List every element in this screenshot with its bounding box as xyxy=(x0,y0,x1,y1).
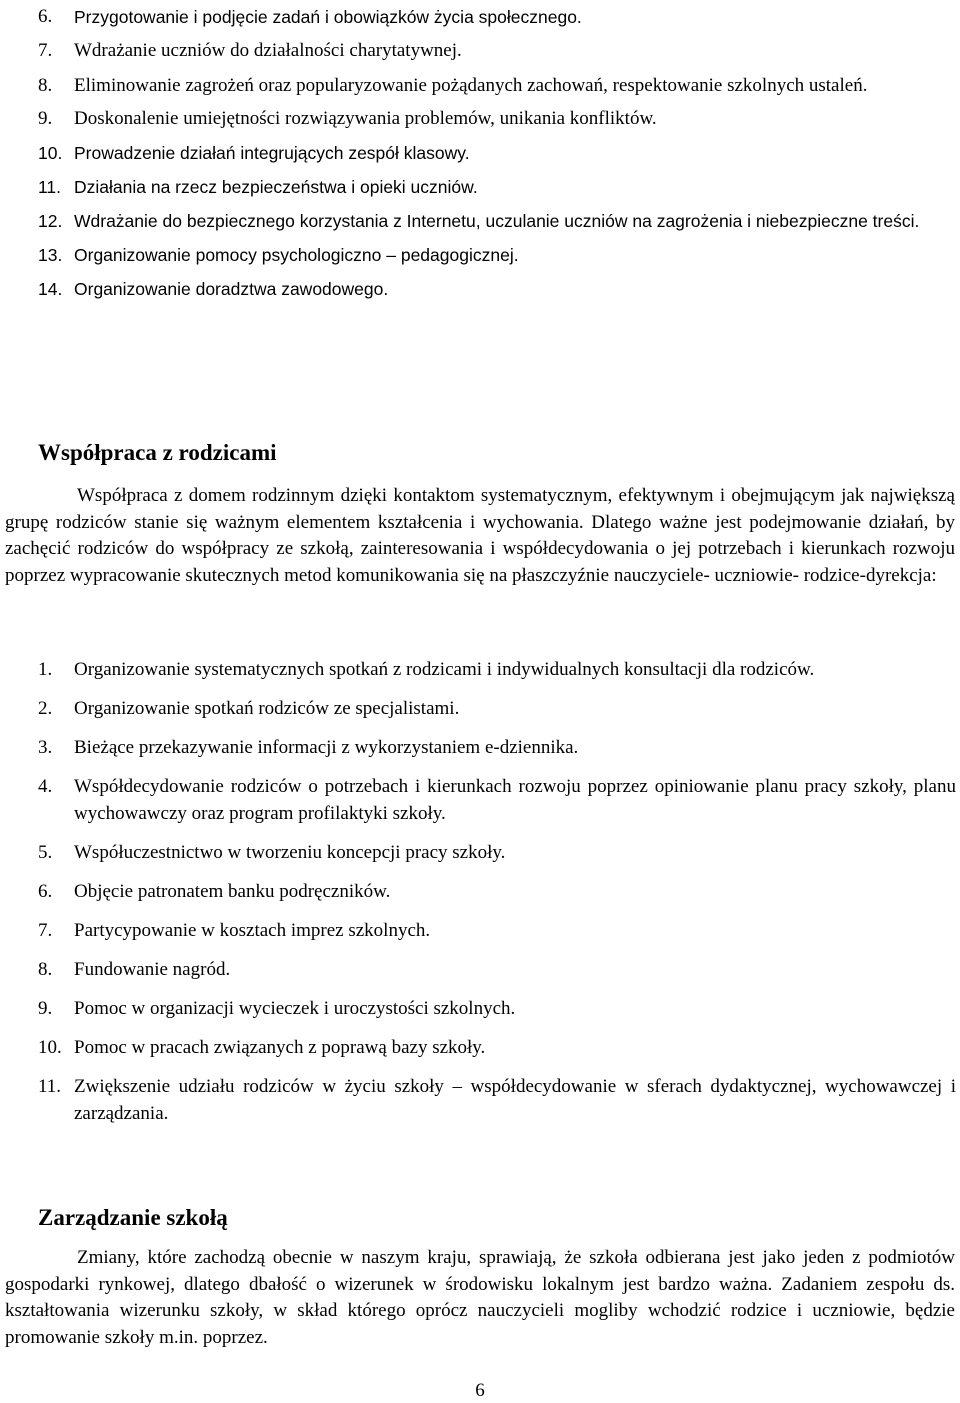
list-item-number: 2. xyxy=(38,698,53,719)
list-item xyxy=(38,1073,956,1127)
list-item xyxy=(38,170,956,204)
list-item-text: Organizowanie systematycznych spotkań z rodzicami i indywidualnych konsultacji dla rodziców. xyxy=(74,659,815,680)
list-item-number: 10. xyxy=(38,143,63,163)
list-item xyxy=(38,34,956,68)
list-item xyxy=(38,238,956,272)
list-item-text: Wdrażanie do bezpiecznego korzystania z Internetu, uczulanie uczniów na zagrożenia i niebezpieczne treści. xyxy=(74,211,920,231)
list-item-number: 4. xyxy=(38,776,53,797)
list-item xyxy=(38,1034,956,1061)
list-item-number: 9. xyxy=(38,998,53,1019)
list-item-text: Objęcie patronatem banku podręczników. xyxy=(74,881,391,902)
parents-paragraph: Współpraca z domem rodzinnym dzięki kontaktom systematycznym, efektywnym i obejmującym jak największą grupę rodziców stanie się ważnym elementem kształcenia i wychowania. Dlatego ważne jest podejmowanie działań, by zachęcić rodziców do współpracy ze szkołą, zainteresowania i współdecydowania o jej potrzebach i kierunkach rozwoju poprzez wypracowanie skutecznych metod komunikowania się na płaszczyźnie nauczyciele- uczniowie- rodzice-dyrekcja: xyxy=(5,485,955,586)
list-item xyxy=(38,734,956,761)
list-item xyxy=(38,695,956,722)
list-item-number: 11. xyxy=(38,177,62,197)
list-item-number: 14. xyxy=(38,279,63,299)
list-item xyxy=(38,917,956,944)
list-item-number: 8. xyxy=(38,75,53,96)
list-item-number: 6. xyxy=(38,6,53,27)
list-item-number: 1. xyxy=(38,659,53,680)
list-item-number: 5. xyxy=(38,842,53,863)
list-item xyxy=(38,0,956,34)
list-item-number: 3. xyxy=(38,737,53,758)
list-item-text: Partycypowanie w kosztach imprez szkolnych. xyxy=(74,920,431,941)
list-item xyxy=(38,272,956,306)
list-item-text: Organizowanie doradztwa zawodowego. xyxy=(74,279,389,299)
parents-list xyxy=(38,656,956,1139)
list-item-number: 12. xyxy=(38,211,63,231)
list-item-number: 10. xyxy=(38,1037,62,1058)
management-paragraph: Zmiany, które zachodzą obecnie w naszym kraju, sprawiają, że szkoła odbierana jest jako jeden z podmiotów gospodarki rynkowej, dlatego dbałość o wizerunek w środowisku lokalnym jest bardzo ważna. Zadaniem zespołu ds. kształtowania wizerunku szkoły, w skład którego oprócz nauczycieli mogliby wchodzić rodzice i uczniowie, będzie promowanie szkoły m.in. poprzez. xyxy=(5,1247,955,1348)
list-item xyxy=(38,68,956,102)
list-item-text: Zwiększenie udziału rodziców w życiu szkoły – współdecydowanie w sferach dydaktycznej, wychowawczej i zarządzania. xyxy=(74,1076,956,1124)
list-item-text: Pomoc w pracach związanych z poprawą bazy szkoły. xyxy=(74,1037,486,1058)
list-item-text: Eliminowanie zagrożeń oraz popularyzowanie pożądanych zachowań, respektowanie szkolnych ustaleń. xyxy=(74,75,868,96)
section-heading-parents: Współpraca z rodzicami xyxy=(38,440,277,465)
list-item-text: Działania na rzecz bezpieczeństwa i opieki uczniów. xyxy=(74,177,478,197)
list-item-text: Współdecydowanie rodziców o potrzebach i kierunkach rozwoju poprzez opiniowanie planu pracy szkoły, planu wychowawczy oraz program profilaktyki szkoły. xyxy=(74,776,956,824)
page-number: 6 xyxy=(475,1380,485,1401)
list-item-number: 8. xyxy=(38,959,53,980)
list-item-text: Organizowanie pomocy psychologiczno – pedagogicznej. xyxy=(74,245,519,265)
list-item xyxy=(38,204,956,238)
list-item-number: 11. xyxy=(38,1076,62,1097)
list-item xyxy=(38,839,956,866)
list-item-number: 7. xyxy=(38,40,53,61)
list-item-text: Doskonalenie umiejętności rozwiązywania problemów, unikania konfliktów. xyxy=(74,108,657,129)
list-item-text: Pomoc w organizacji wycieczek i uroczystości szkolnych. xyxy=(74,998,516,1019)
list-item xyxy=(38,136,956,170)
list-item-number: 6. xyxy=(38,881,53,902)
list-item xyxy=(38,878,956,905)
list-item-text: Wdrażanie uczniów do działalności charytatywnej. xyxy=(74,40,462,61)
list-item-text: Prowadzenie działań integrujących zespół klasowy. xyxy=(74,143,470,163)
list-item-text: Bieżące przekazywanie informacji z wykorzystaniem e-dziennika. xyxy=(74,737,579,758)
list-item-text: Organizowanie spotkań rodziców ze specjalistami. xyxy=(74,698,460,719)
list-item xyxy=(38,102,956,136)
list-item-number: 13. xyxy=(38,245,63,265)
list-item xyxy=(38,656,956,683)
section-heading-management: Zarządzanie szkołą xyxy=(38,1205,228,1230)
list-item xyxy=(38,956,956,983)
list-item-text: Przygotowanie i podjęcie zadań i obowiązków życia społecznego. xyxy=(74,7,582,27)
list-item-number: 7. xyxy=(38,920,53,941)
list-item xyxy=(38,995,956,1022)
list-item-text: Fundowanie nagród. xyxy=(74,959,231,980)
goals-list xyxy=(38,0,956,306)
list-item-number: 9. xyxy=(38,108,53,129)
list-item xyxy=(38,773,956,827)
list-item-text: Współuczestnictwo w tworzeniu koncepcji pracy szkoły. xyxy=(74,842,506,863)
